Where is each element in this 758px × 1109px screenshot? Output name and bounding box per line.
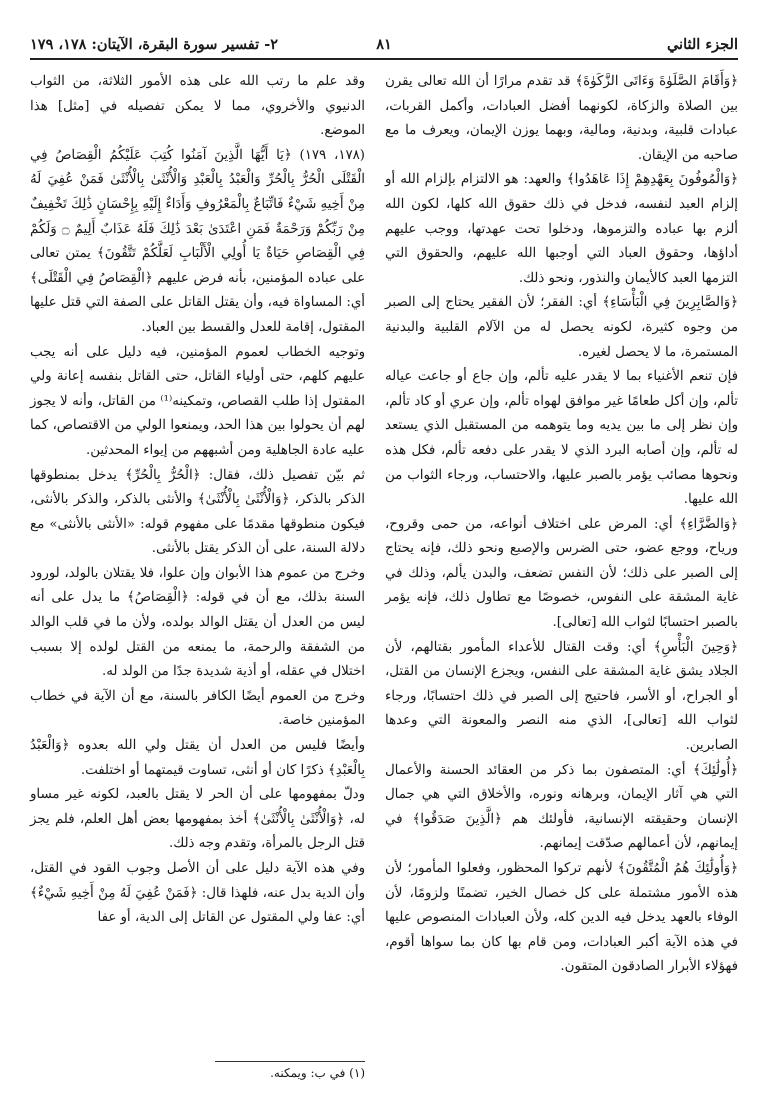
right-column — [385, 70, 738, 980]
paragraph: فإن تنعم الأغنياء بما لا يقدر عليه تألم، وإن جاع أو جاعت عياله تألم، وإن أكل طعامًا غير موافق لهواه تألم، وإن عري أو كاد تألم، وإن نظر إلى ما بين يديه وما يتوهمه من المستقبل الذي يستعد له تألم، وإن أصابه البرد الذي لا يقدر على دفعه تألم، فكل هذه ونحوها مصائب يؤمر بالصبر عليها، والاحتساب، ورجاء الثواب من الله عليها. — [385, 369, 738, 508]
running-header — [30, 30, 738, 60]
paragraph: (١٧٨، ١٧٩) ﴿يَا أَيُّهَا الَّذِينَ آمَنُوا كُتِبَ عَلَيْكُمُ الْقِصَاصُ فِي الْقَتْلَى الْحُرُّ بِالْحُرِّ وَالْعَبْدُ بِالْعَبْدِ وَالْأُنْثَىٰ بِالْأُنْثَىٰ فَمَنْ عُفِيَ لَهُ مِنْ أَخِيهِ شَيْءٌ فَاتِّبَاعٌ بِالْمَعْرُوفِ وَأَدَاءٌ إِلَيْهِ بِإِحْسَانٍ ذَٰلِكَ تَخْفِيفٌ مِنْ رَبِّكُمْ وَرَحْمَةٌ فَمَنِ اعْتَدَىٰ بَعْدَ ذَٰلِكَ فَلَهُ عَذَابٌ أَلِيمٌ ۝ وَلَكُمْ فِي الْقِصَاصِ حَيَاةٌ يَا أُولِي الْأَلْبَابِ لَعَلَّكُمْ تَتَّقُونَ﴾ يمتن تعالى على عباده المؤمنين، بأنه فرض عليهم ﴿الْقِصَاصُ فِي الْقَتْلَى﴾ أي: المساواة فيه، وأن يقتل القاتل على الصفة التي قتل عليها المقتول، إقامة للعدل والقسط بين العباد. — [30, 147, 365, 335]
paragraph: ثم بيّن تفصيل ذلك، فقال: ﴿الْحُرُّ بِالْحُرِّ﴾ يدخل بمنطوقها الذكر بالذكر، ﴿وَالْأُنْثَىٰ بِالْأُنْثَىٰ﴾ والأنثى بالذكر، والذكر بالأنثى، فيكون منطوقها مقدمًا على مفهوم قوله: «الأنثى بالأنثى» مع دلالة السنة، على أن الذكر يقتل بالأنثى. — [30, 467, 365, 557]
paragraph: ﴿وَأُولَٰئِكَ هُمُ الْمُتَّقُونَ﴾ لأنهم تركوا المحظور، وفعلوا المأمور؛ لأن هذه الأمور مشتملة على كل خصال الخير، تضمنًا ولزومًا، لأن الوفاء بالعهد يدخل فيه الدين كله، ولأن العبادات المنصوص عليها في هذه الآية أكبر العبادات، ومن قام بها كان بما سواها أقوم، فهؤلاء الأبرار الصادقون المتقون. — [385, 861, 738, 975]
paragraph: ودلّ بمفهومها على أن الحر لا يقتل بالعبد، لكونه غير مساو له، ﴿وَالْأُنْثَىٰ بِالْأُنْثَىٰ﴾ أخذ بمفهومها بعض أهل العلم، فلم يجز قتل الرجل بالمرأة، وتقدم وجه ذلك. — [30, 787, 365, 852]
paragraph: وخرج من العموم أيضًا الكافر بالسنة، مع أن الآية في خطاب المؤمنين خاصة. — [30, 688, 365, 729]
paragraph: ﴿وَحِينَ الْبَأْسِ﴾ أي: وقت القتال للأعداء المأمور بقتالهم، لأن الجلاد يشق غاية المشقة على النفس، ويجزع الإنسان من القتل، أو الجراح، أو الأسر، فاحتيج إلى الصبر في ذلك احتسابًا، ورجاء لثواب الله [تعالى]، الذي منه النصر والمعونة التي وعدها الصابرين. — [385, 639, 738, 754]
paragraph: وخرج من عموم هذا الأبوان وإن علوا، فلا يقتلان بالولد، لورود السنة بذلك، مع أن في قوله: ﴿الْقِصَاصُ﴾ ما يدل على أنه ليس من العدل أن يقتل الوالد بولده، ولأن ما في قلب الوالد من الشفقة والرحمة، ما يمنعه من القتل لولده إلا بسبب اختلال في عقله، أو أذية شديدة جدًا من الولد له. — [30, 565, 365, 680]
paragraph: وأيضًا فليس من العدل أن يقتل ولي الله بعدوه ﴿وَالْعَبْدُ بِالْعَبْدِ﴾ ذكرًا كان أو أنثى، تساوت قيمتهما أو اختلفت. — [30, 738, 365, 778]
header-divider — [30, 58, 738, 60]
part-label: الجزء الثاني — [666, 36, 738, 53]
chapter-title: ٢- تفسير سورة البقرة، الآيتان: ١٧٨، ١٧٩ — [30, 36, 279, 53]
footnote: (١) في ب: ويمكنه. — [270, 1066, 365, 1080]
paragraph: ﴿وَالضَّرَّاءِ﴾ أي: المرض على اختلاف أنواعه، من حمى وقروح، ورياح، ووجع عضو، حتى الضرس والإصبع ونحو ذلك، فإنه يحتاج إلى الصبر على ذلك؛ لأن النفس تضعف، والبدن يألم، وذلك في غاية المشقة على النفوس، خصوصًا مع تطاول ذلك، فإنه يؤمر بالصبر احتسابًا لثواب الله [تعالى]. — [385, 516, 738, 631]
paragraph: ﴿وَالْمُوفُونَ بِعَهْدِهِمْ إِذَا عَاهَدُوا﴾ والعهد: هو الالتزام بإلزام الله أو إلزام العبد لنفسه، فدخل في ذلك حقوق الله كلها، لكون الله ألزم بها عباده والتزموها، ودخلوا تحت عهدتها، ووجب عليهم أداؤها، وحقوق العباد التي أوجبها الله عليهم، والحقوق التي التزمها العبد كالأيمان والنذور، ونحو ذلك. — [385, 172, 738, 286]
left-column — [30, 70, 365, 931]
paragraph: ﴿وَالصَّابِرِينَ فِي الْبَأْسَاءِ﴾ أي: الفقر؛ لأن الفقير يحتاج إلى الصبر من وجوه كثيرة، لكونه يحصل له من الآلام القلبية والبدنية المستمرة، ما لا يحصل لغيره. — [385, 295, 738, 360]
footnote-divider — [215, 1061, 365, 1062]
paragraph: وقد علم ما رتب الله على هذه الأمور الثلاثة، من الثواب الدنيوي والأخروي، مما لا يمكن تفصيله في [مثل] هذا الموضع. — [30, 74, 365, 139]
paragraph: وفي هذه الآية دليل على أن الأصل وجوب القود في القتل، وأن الدية بدل عنه، فلهذا قال: ﴿فَمَنْ عُفِيَ لَهُ مِنْ أَخِيهِ شَيْءٌ﴾ أي: عفا ولي المقتول عن القاتل إلى الدية، أو عفا — [30, 861, 365, 926]
paragraph: ﴿وَأَقَامَ الصَّلَوٰةَ وَءَاتَى الزَّكَوٰةَ﴾ قد تقدم مرارًا أن الله تعالى يقرن بين الصلاة والزكاة، لكونهما أفضل العبادات، وأكمل القربات، عبادات قلبية، وبدنية، ومالية، وبهما يوزن الإيمان، ويعرف ما مع صاحبه من الإيقان. — [385, 74, 738, 163]
paragraph: ﴿أُولَٰئِكَ﴾ أي: المتصفون بما ذكر من العقائد الحسنة والأعمال التي هي آثار الإيمان، وبرهانه ونوره، والأخلاق التي هي جمال الإنسان وحقيقته الإنسانية، فأولئك هم ﴿الَّذِينَ صَدَقُوا﴾ في إيمانهم، لأن أعمالهم صدّقت إيمانهم. — [385, 762, 738, 852]
paragraph: وتوجيه الخطاب لعموم المؤمنين، فيه دليل على أنه يجب عليهم كلهم، حتى أولياء القاتل، حتى القاتل بنفسه إعانة ولي المقتول إذا طلب القصاص، وتمكينه⁽¹⁾ من القاتل، وأنه لا يجوز لهم أن يحولوا بين هذا الحد، ويمنعوا الولي من الاقتصاص، كما عليه عادة الجاهلية ومن أشبههم من إيواء المحدثين. — [30, 344, 365, 458]
page-number: ٨١ — [376, 36, 392, 53]
